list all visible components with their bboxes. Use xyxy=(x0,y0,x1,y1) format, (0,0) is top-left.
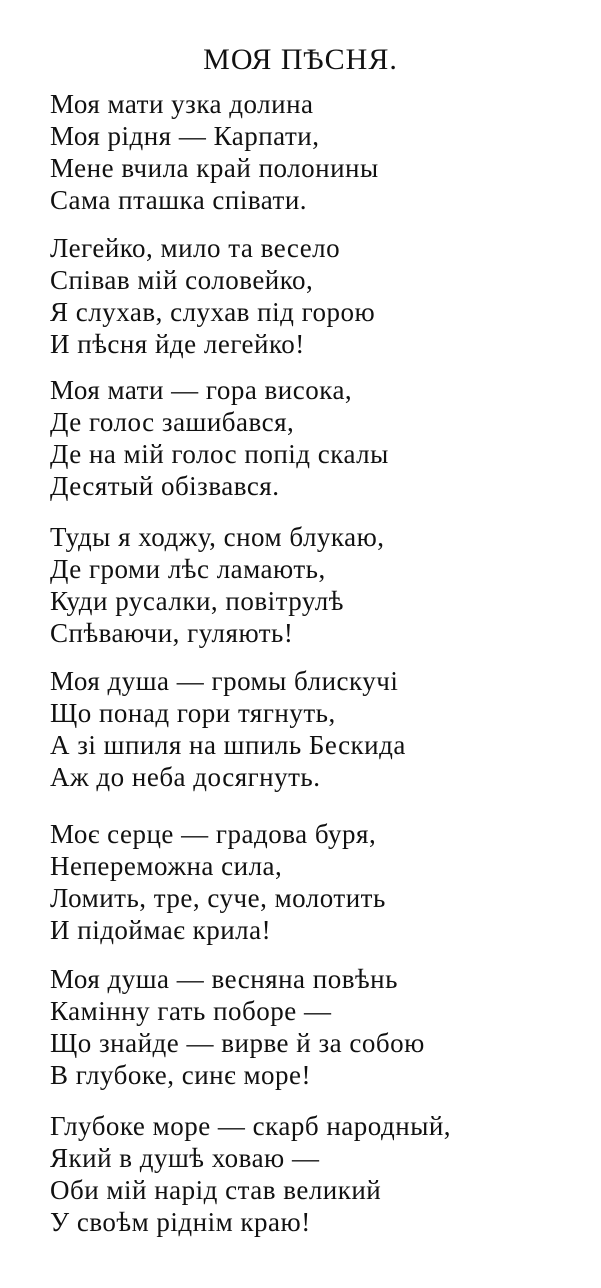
poem-line: Аж до неба досягнуть. xyxy=(50,762,321,792)
poem-line: Моє серце — градова буря, xyxy=(50,819,377,849)
poem-line: В глубоке, синє море! xyxy=(50,1060,312,1090)
poem-line: А зі шпиля на шпиль Бескида xyxy=(50,730,406,760)
poem-line: Непереможна сила, xyxy=(50,851,283,881)
poem-line: Що знайде — вирве й за собою xyxy=(50,1028,425,1058)
poem-line: Моя мати — гора висока, xyxy=(50,375,353,405)
poem-title: МОЯ ПѢСНЯ. xyxy=(203,43,398,76)
stanza-6 xyxy=(50,818,590,946)
poem-line: И підоймає крила! xyxy=(50,915,272,945)
poem-line: Де на мій голос попід скалы xyxy=(50,439,389,469)
poem-line: Я слухав, слухав під горою xyxy=(50,297,376,327)
poem-line: Куди русалки, повітрулѣ xyxy=(50,586,344,616)
poem-line: Співав мій соловейко, xyxy=(50,265,314,295)
stanza-5 xyxy=(50,665,590,793)
poem-line: Легейко, мило та весело xyxy=(50,233,341,263)
poem-line: Камінну гать поборе — xyxy=(50,996,332,1026)
poem-line: Моя мати узка долина xyxy=(50,89,314,119)
stanza-3 xyxy=(50,374,590,502)
poem-line: Оби мій нарід став великий xyxy=(50,1175,382,1205)
stanza-2 xyxy=(50,232,590,360)
poem-line: Мене вчила край полонины xyxy=(50,153,379,183)
stanza-8 xyxy=(50,1110,590,1238)
stanza-1 xyxy=(50,88,590,216)
poem-line: Де громи лѣс ламають, xyxy=(50,554,326,584)
poem-line: Що понад гори тягнуть, xyxy=(50,698,336,728)
poem-line: Моя душа — громы блискучі xyxy=(50,666,399,696)
poem-line: Моя рідня — Карпати, xyxy=(50,121,320,151)
poem-line: Десятый обізвався. xyxy=(50,471,280,501)
stanza-7 xyxy=(50,963,590,1091)
poem-line: Спѣваючи, гуляють! xyxy=(50,618,294,648)
poem-line: Сама пташка співати. xyxy=(50,185,308,215)
stanza-4 xyxy=(50,521,590,649)
poem-line: И пѣсня йде легейко! xyxy=(50,329,305,359)
poem-line: Де голос зашибався, xyxy=(50,407,295,437)
poem-line: Ломить, тре, суче, молотить xyxy=(50,883,386,913)
poem-line: Глубоке море — скарб народный, xyxy=(50,1111,452,1141)
poem-line: У своѣм ріднім краю! xyxy=(50,1207,311,1237)
poem-line: Туды я ходжу, сном блукаю, xyxy=(50,522,385,552)
poem-line: Моя душа — весняна повѣнь xyxy=(50,964,398,994)
poem-line: Який в душѣ ховаю — xyxy=(50,1143,320,1173)
